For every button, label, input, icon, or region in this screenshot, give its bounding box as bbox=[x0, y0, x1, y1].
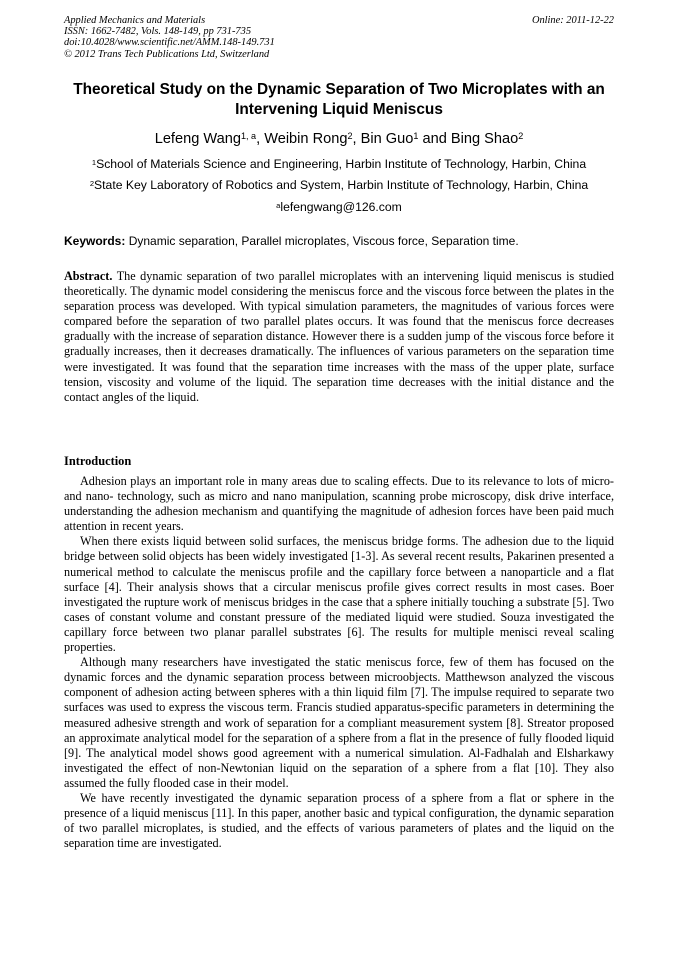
affiliation-2 bbox=[64, 178, 614, 194]
email-mark: a bbox=[276, 200, 281, 210]
author-name: Bing Shao bbox=[450, 131, 519, 147]
abstract-label: Abstract. bbox=[64, 269, 113, 283]
author-name: Bin Guo bbox=[360, 131, 414, 147]
author-list bbox=[64, 130, 614, 149]
online-date: Online: 2011-12-22 bbox=[531, 15, 614, 26]
introduction-body bbox=[64, 474, 614, 851]
abstract bbox=[64, 269, 614, 405]
author-name: Weibin Rong bbox=[264, 131, 348, 147]
author-email bbox=[64, 200, 614, 216]
intro-paragraph: Adhesion plays an important role in many areas due to scaling effects. Due to its relevance to lots of micro- and nano- technology, such as micro and nano manipulation, scanning probe microscopy, disk drive interface, understanding the adhesion mechanism and quantifying the magnitude of adhesion forces have been paid much attention in recent years. bbox=[64, 474, 614, 534]
affiliation-text: State Key Laboratory of Robotics and System, Harbin Institute of Technology, Harbin, China bbox=[94, 178, 589, 192]
author-separator: and bbox=[418, 131, 451, 147]
issn-line: ISSN: 1662-7482, Vols. 148-149, pp 731-735 bbox=[64, 26, 252, 38]
keywords bbox=[64, 234, 614, 249]
author-separator: , bbox=[256, 131, 265, 147]
paper-title: Theoretical Study on the Dynamic Separation of Two Microplates with an Intervening Liquid Meniscus bbox=[73, 81, 605, 118]
intro-paragraph: When there exists liquid between solid surfaces, the meniscus bridge forms. The adhesion due to the liquid bridge between solid objects has been widely investigated [1-3]. As several recent results, Pakarinen presented a numerical method to calculate the meniscus profile and the capillary force between a nanoparticle and a flat surface [4]. Their analysis shows that a circular meniscus profile gives correct results in most cases. Boer investigated the rupture work of meniscus bridges in the case that a sphere initially touching a substrate [5]. Two cases of constant volume and constant pressure of the mediated liquid were studied. Souza investigated the capillary force between two planar parallel substrates [6]. The results for multiple menisci reveal scaling properties. bbox=[64, 534, 614, 655]
author-affiliation-mark: 2 bbox=[518, 130, 524, 141]
intro-paragraph: We have recently investigated the dynamic separation process of a sphere from a flat or sphere in the presence of a liquid meniscus [11]. In this paper, another basic and typical configuration, the dynamic separation of two parallel microplates, is studied, and the effects of various parameters of plates and the liquid on the separation time are investigated. bbox=[64, 790, 614, 851]
intro-paragraph: Although many researchers have investigated the static meniscus force, few of them has focused on the dynamic forces and the dynamic separation process between microobjects. Matthewson analyzed the viscous component of adhesion acting between spheres with a thin liquid film [7]. The impulse required to separate two surfaces was used to express the viscous term. Francis studied apparatus-specific parameters in determining the measured adhesive strength and work of separation for a compliant measurement system [8]. Streator proposed an approximate analytical model for the separation of a sphere from a flat in the presence of fully flooded liquid [9]. The analytical model shows good agreement with a numerical simulation. Al-Fadhalah and Elsharkawy investigated the effect of non-Newtonian liquid on the separation of a sphere from a flat [10]. They also assumed the fully flooded case in their model. bbox=[64, 655, 614, 790]
journal-name: Applied Mechanics and Materials bbox=[64, 15, 206, 26]
journal-header bbox=[64, 15, 614, 60]
abstract-text: The dynamic separation of two parallel microplates with an intervening liquid meniscus is studied theoretically. The dynamic model considering the meniscus force and the viscous force between the plates in the separation process was developed. With typical simulation parameters, the magnitudes of various forces were compared before the separation of two parallel plates occurs. It was found that the meniscus force decreases gradually with the increase of separation distance. However there is a sudden jump of the viscous force before it gradually increases, then it decreases dramatically. The influences of various parameters on the separation time were investigated. It was found that the separation time increases with the mass of the upper plate, surface tension, viscosity and volume of the liquid. The separation time decreases with the initial distance and the contact angles of the liquid. bbox=[64, 269, 614, 404]
section-heading-introduction: Introduction bbox=[64, 454, 132, 468]
author-affiliation-mark: 1, a bbox=[240, 130, 257, 141]
affiliation-mark: 2 bbox=[89, 178, 95, 188]
author-name: Lefeng Wang bbox=[154, 131, 241, 147]
author-separator: , bbox=[352, 131, 361, 147]
doi-line: doi:10.4028/www.scientific.net/AMM.148-149.731 bbox=[64, 37, 275, 49]
keywords-text: Dynamic separation, Parallel microplates, Viscous force, Separation time. bbox=[128, 234, 519, 248]
keywords-label: Keywords: bbox=[64, 234, 126, 248]
author-affiliation-mark: 2 bbox=[347, 130, 353, 141]
affiliation-1 bbox=[64, 157, 614, 173]
email-text: lefengwang@126.com bbox=[280, 200, 402, 214]
affiliation-text: School of Materials Science and Engineering, Harbin Institute of Technology, Harbin, China bbox=[96, 157, 587, 171]
author-affiliation-mark: 1 bbox=[413, 130, 419, 141]
affiliation-mark: 1 bbox=[91, 157, 97, 167]
copyright-line: © 2012 Trans Tech Publications Ltd, Switzerland bbox=[64, 48, 270, 60]
